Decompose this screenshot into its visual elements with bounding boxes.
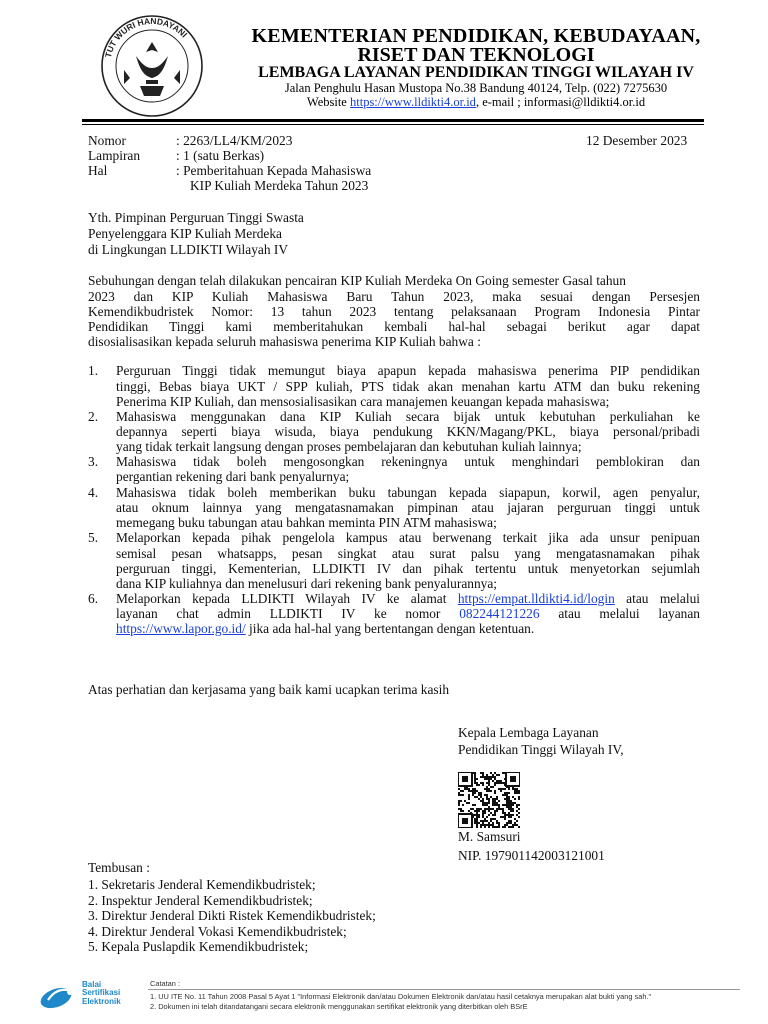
catatan-label: Catatan : bbox=[150, 979, 180, 988]
intro-line4: Pendidikan Tinggi kami memberitahukan kembali hal-hal sebagai berikut agar dapat bbox=[88, 319, 700, 334]
list-item-line: Mahasiswa tidak boleh mengosongkan rekeningnya untuk menghindari pemblokiran dan bbox=[116, 454, 700, 469]
bsre-line1: Balai bbox=[82, 980, 102, 989]
ministry-logo bbox=[84, 12, 220, 122]
list-item-line: Mahasiswa tidak boleh memberikan buku tabungan kepada siapapun, korwil, agen penyalur, bbox=[116, 485, 700, 500]
list-item-number: 5. bbox=[88, 530, 99, 545]
list-item-line: perguruan tinggi, Kementerian, LLDIKTI IV dan pihak tertentu untuk menyetorkan sejumlah bbox=[116, 561, 700, 576]
tembusan-item: 3. Direktur Jenderal Dikti Ristek Kemendikbudristek; bbox=[88, 908, 376, 923]
phone-number[interactable]: 082244121226 bbox=[459, 606, 540, 621]
header-rule-thin bbox=[82, 124, 704, 125]
lampiran-value: : 1 (satu Berkas) bbox=[176, 148, 265, 163]
header-ministry-line1: KEMENTERIAN PENDIDIKAN, KEBUDAYAAN, bbox=[251, 25, 701, 47]
tembusan-item: 4. Direktur Jenderal Vokasi Kemendikbudristek; bbox=[88, 924, 347, 939]
bsre-line3: Elektronik bbox=[82, 996, 121, 1006]
list-item-number: 3. bbox=[88, 454, 99, 469]
signatory-name: M. Samsuri bbox=[458, 829, 521, 844]
tembusan-item: 1. Sekretaris Jenderal Kemendikbudristek; bbox=[88, 877, 316, 892]
recipient-line3: di Lingkungan LLDIKTI Wilayah IV bbox=[88, 242, 289, 257]
letter-date: 12 Desember 2023 bbox=[586, 133, 688, 148]
list-item-line: memegang buku tabungan atau bahkan meminta PIN ATM mahasiswa; bbox=[116, 515, 497, 530]
list-item-6-line2 bbox=[116, 606, 700, 622]
list-item-line: Melaporkan kepada pihak pengelola kampus atau berwenang terkait jika ada unsur penipuan bbox=[116, 530, 700, 545]
item6-text-d: atau melalui layanan bbox=[539, 606, 700, 621]
hal-label: Hal bbox=[88, 163, 108, 178]
hal-value-2: KIP Kuliah Merdeka Tahun 2023 bbox=[190, 178, 369, 193]
list-item-line: pergantian rekening dari bank penyalurnya; bbox=[116, 469, 350, 484]
header-institution: LEMBAGA LAYANAN PENDIDIKAN TINGGI WILAYAH IV bbox=[258, 64, 694, 81]
signature-title1: Kepala Lembaga Layanan bbox=[458, 725, 599, 740]
closing-text: Atas perhatian dan kerjasama yang baik kami ucapkan terima kasih bbox=[88, 682, 450, 697]
list-item-line: Mahasiswa menggunakan dana KIP Kuliah secara bijak untuk kebutuhan perkuliahan ke bbox=[116, 409, 700, 424]
item6-text-b: atau melalui bbox=[614, 591, 700, 606]
list-item-line: semisal pesan whatsapps, pesan singkat atau surat palsu yang mengatasnamakan pihak bbox=[116, 546, 700, 561]
signatory-nip: NIP. 197901142003121001 bbox=[458, 848, 605, 863]
list-item-number: 1. bbox=[88, 363, 99, 378]
footer-note2: 2. Dokumen ini telah ditandatangani secara elektronik menggunakan sertifikat elektronik yang diterbitkan oleh BSrE bbox=[150, 1002, 528, 1011]
header-rule-thick bbox=[82, 119, 704, 122]
hal-value-1: : Pemberitahuan Kepada Mahasiswa bbox=[176, 163, 372, 178]
list-item-line: Perguruan Tinggi tidak memungut biaya apapun kepada mahasiswa penerima PIP pendidikan bbox=[116, 363, 700, 378]
intro-line3: Kemendikbudristek Nomor: 13 tahun 2023 tentang pelaksanaan Program Indonesia Pintar bbox=[88, 304, 700, 319]
empat-lldikti-link[interactable]: https://empat.lldikti4.id/login bbox=[457, 591, 615, 606]
item6-text-c: layanan chat admin LLDIKTI IV ke nomor bbox=[116, 606, 460, 621]
list-item-line: dana KIP kuliahnya dan menelusuri dari rekening bank penyalurannya; bbox=[116, 576, 498, 591]
bsre-line2: Sertifikasi bbox=[82, 988, 121, 998]
list-item-number: 2. bbox=[88, 409, 99, 424]
intro-line5: disosialisasikan kepada seluruh mahasiswa penerima KIP Kuliah bahwa : bbox=[88, 334, 481, 349]
list-item-6-line3 bbox=[116, 621, 700, 637]
tembusan-item: 5. Kepala Puslapdik Kemendikbudristek; bbox=[88, 939, 309, 954]
item6-text-e: jika ada hal-hal yang bertentangan dengan ketentuan. bbox=[245, 621, 535, 636]
email-text: , e-mail ; informasi@lldikti4.or.id bbox=[475, 95, 646, 109]
recipient-line1: Yth. Pimpinan Perguruan Tinggi Swasta bbox=[88, 210, 304, 225]
bsre-logo bbox=[38, 980, 148, 1012]
list-item-6-line1 bbox=[116, 591, 700, 607]
intro-line1: Sebuhungan dengan telah dilakukan pencairan KIP Kuliah Merdeka On Going semester Gasal tahun bbox=[88, 273, 626, 288]
recipient-line2: Penyelenggara KIP Kuliah Merdeka bbox=[88, 226, 282, 241]
list-item-number: 6. bbox=[88, 591, 99, 606]
item6-text-a: Melaporkan kepada LLDIKTI Wilayah IV ke alamat bbox=[116, 591, 458, 606]
nomor-label: Nomor bbox=[88, 133, 126, 148]
tembusan-label: Tembusan : bbox=[88, 860, 150, 875]
qr-code bbox=[458, 772, 520, 828]
header-ministry-line2: RISET DAN TEKNOLOGI bbox=[357, 44, 595, 66]
list-item-line: depannya seperti biaya wisuda, biaya pendukung KKN/Magang/PKL, biaya personal/pribadi bbox=[116, 424, 700, 439]
website-link[interactable]: https://www.lldikti4.or.id bbox=[350, 95, 476, 109]
list-item-line: yang tidak terkait langsung dengan proses pembelajaran dan kebutuhan kuliah lainnya; bbox=[116, 439, 582, 454]
list-item-line: Penerima KIP Kuliah, dan mensosialisasikan cara manajemen keuangan kepada mahasiswa; bbox=[116, 394, 610, 409]
footer-rule bbox=[148, 989, 740, 990]
list-item-number: 4. bbox=[88, 485, 99, 500]
intro-line2: 2023 dan KIP Kuliah Mahasiswa Baru Tahun 2023, maka sesuai dengan Persesjen bbox=[88, 289, 700, 304]
website-prefix: Website bbox=[306, 95, 350, 109]
nomor-value: : 2263/LL4/KM/2023 bbox=[176, 133, 293, 148]
signature-title2: Pendidikan Tinggi Wilayah IV, bbox=[458, 742, 624, 757]
lapor-link[interactable]: https://www.lapor.go.id/ bbox=[116, 621, 246, 636]
lampiran-label: Lampiran bbox=[88, 148, 141, 163]
header-address: Jalan Penghulu Hasan Mustopa No.38 Bandung 40124, Telp. (022) 7275630 bbox=[284, 81, 668, 95]
svg-text:TUT WURI HANDAYANI: TUT WURI HANDAYANI bbox=[102, 15, 190, 59]
footer-note1: 1. UU ITE No. 11 Tahun 2008 Pasal 5 Ayat 1 "Informasi Elektronik dan/atau Dokumen Elektronik dan/atau hasil cetaknya merupakan alat bukti yang sah." bbox=[150, 992, 652, 1001]
tembusan-item: 2. Inspektur Jenderal Kemendikbudristek; bbox=[88, 893, 313, 908]
list-item-line: tinggi, Bebas biaya UKT / SPP kuliah, PTS tidak akan menahan kartu ATM dan buku rekening bbox=[116, 379, 700, 394]
list-item-line: atau oknum lainnya yang mengatasnamakan pimpinan atau jajaran perguruan tinggi untuk bbox=[116, 500, 700, 515]
header-contact bbox=[226, 95, 726, 110]
